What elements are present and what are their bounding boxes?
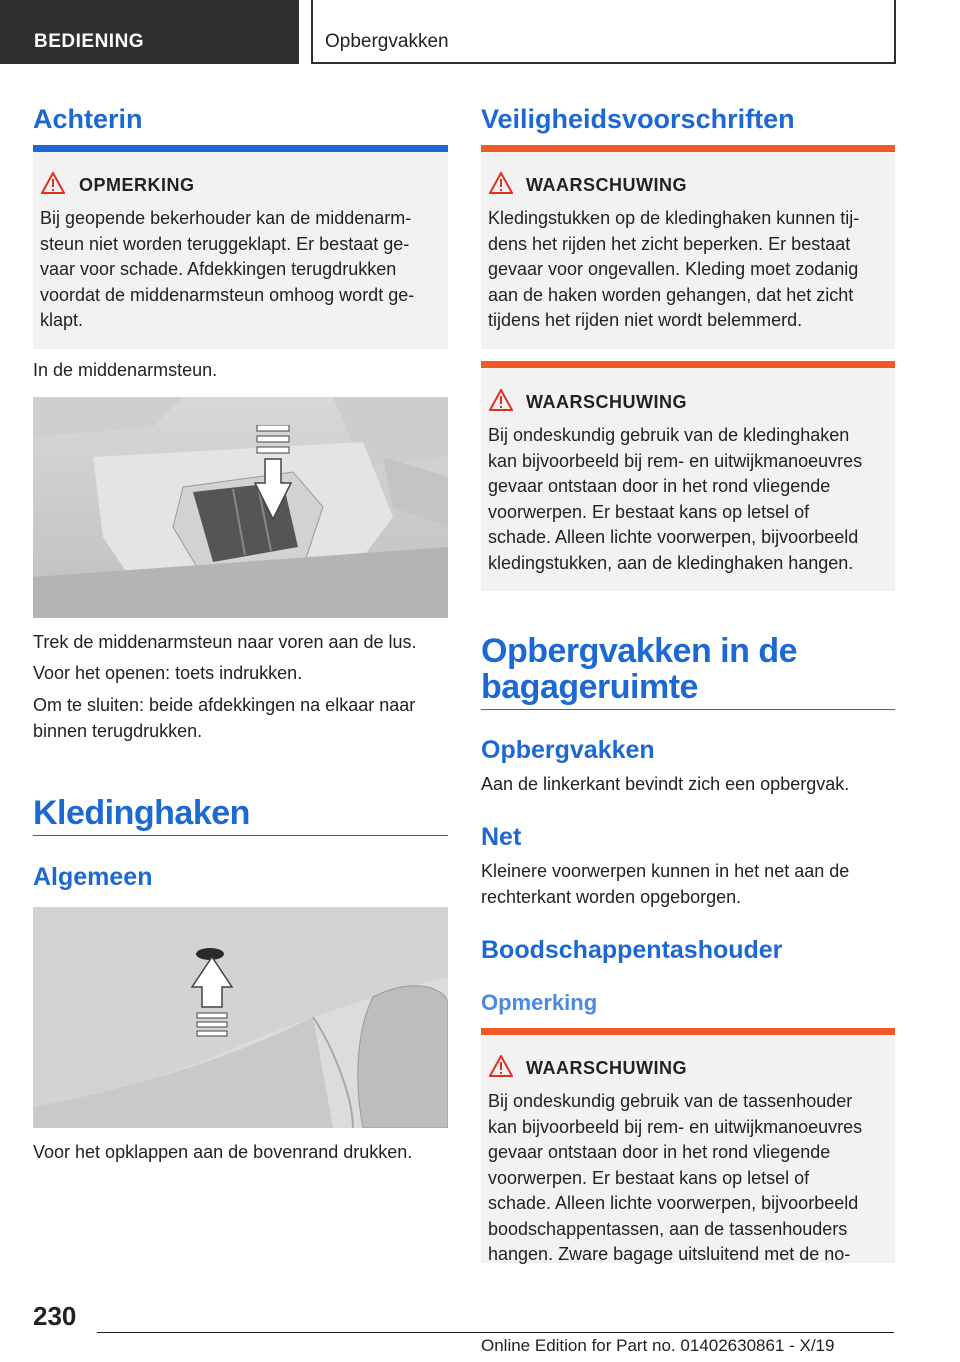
note-bar (33, 145, 448, 152)
heading-rule (33, 835, 448, 836)
heading-algemeen: Algemeen (33, 863, 153, 891)
footer-edition: Online Edition for Part no. 01402630861 - X/19 (481, 1336, 835, 1355)
opbergvakken-text: Aan de linkerkant bevindt zich een opbergvak. (481, 774, 850, 794)
warning-bar (481, 1028, 895, 1035)
warning-title: WAARSCHUWING (526, 175, 687, 195)
hook-caption: Voor het opklappen aan de bovenrand drukken. (33, 1142, 413, 1162)
step-2: Voor het openen: toets indrukken. (33, 663, 303, 683)
arrow-up-icon (191, 957, 233, 1037)
net-text: Kleinere voorwerpen kunnen in het net aan de rechterkant worden opgeborgen. (481, 861, 850, 907)
note-triangle-icon (41, 172, 65, 194)
armrest-image (33, 397, 448, 618)
heading-bagageruimte: Opbergvakken in de bagageruimte (481, 632, 797, 706)
warning-triangle-icon (489, 1055, 513, 1077)
heading-boodschappentashouder: Boodschappentashouder (481, 936, 783, 964)
warning-text: Bij ondeskundig gebruik van de kledinghaken kan bijvoorbeeld bij rem- en uitwijkmanoeuvres gevaar ontstaan door in het rond vliegende voorwerpen. Er bestaat kans op letsel of schade. Alleen lichte voorwerpen, bijvoorbeeld kledingstukken, aan de kledinghaken hangen. (488, 425, 863, 573)
warning-title: WAARSCHUWING (526, 1058, 687, 1078)
warning-bar (481, 361, 895, 368)
clothes-hook-image (33, 907, 448, 1128)
heading-veiligheid: Veiligheidsvoorschriften (481, 104, 795, 134)
warning-text: Kledingstukken op de kledinghaken kunnen tij- dens het rijden het zicht beperken. Er bestaat gevaar voor ongevallen. Kleding moet zodanig aan de haken worden gehangen, dat het zicht tijdens het rijden niet wordt belemmerd. (488, 208, 860, 330)
heading-net: Net (481, 823, 522, 851)
heading-rule (481, 709, 895, 710)
warning-triangle-icon (489, 389, 513, 411)
heading-kledinghaken: Kledinghaken (33, 794, 250, 832)
heading-opmerking: Opmerking (481, 990, 598, 1015)
step-1: Trek de middenarmsteun naar voren aan de lus. (33, 632, 417, 652)
page-number: 230 (33, 1301, 77, 1331)
warning-title: WAARSCHUWING (526, 392, 687, 412)
step-3: Om te sluiten: beide afdekkingen na elkaar naar binnen terugdrukken. (33, 695, 416, 741)
section-label: BEDIENING (34, 31, 145, 52)
warning-triangle-icon (489, 172, 513, 194)
location-text: In de middenarmsteun. (33, 360, 218, 380)
warning-bar (481, 145, 895, 152)
note-title: OPMERKING (79, 175, 195, 195)
footer-rule (97, 1332, 894, 1333)
arrow-down-icon (253, 425, 293, 521)
note-text: Bij geopende bekerhouder kan de middenarm- steun niet worden teruggeklapt. Er bestaat ge- vaar voor schade. Afdekkingen terugdrukken voordat de middenarmsteun omhoog wordt ge- klapt. (40, 208, 415, 330)
heading-opbergvakken: Opbergvakken (481, 736, 655, 764)
heading-achterin: Achterin (33, 104, 143, 134)
warning-text: Bij ondeskundig gebruik van de tassenhouder kan bijvoorbeeld bij rem- en uitwijkmanoeuvres gevaar ontstaan door in het rond vliegende voorwerpen. Er bestaat kans op letsel of schade. Alleen lichte voorwerpen, bijvoorbeeld boodschappentassen, aan de tassenhouders hangen. Zware bagage uitsluitend met de no- (488, 1091, 863, 1264)
chapter-label: Opbergvakken (325, 31, 449, 52)
